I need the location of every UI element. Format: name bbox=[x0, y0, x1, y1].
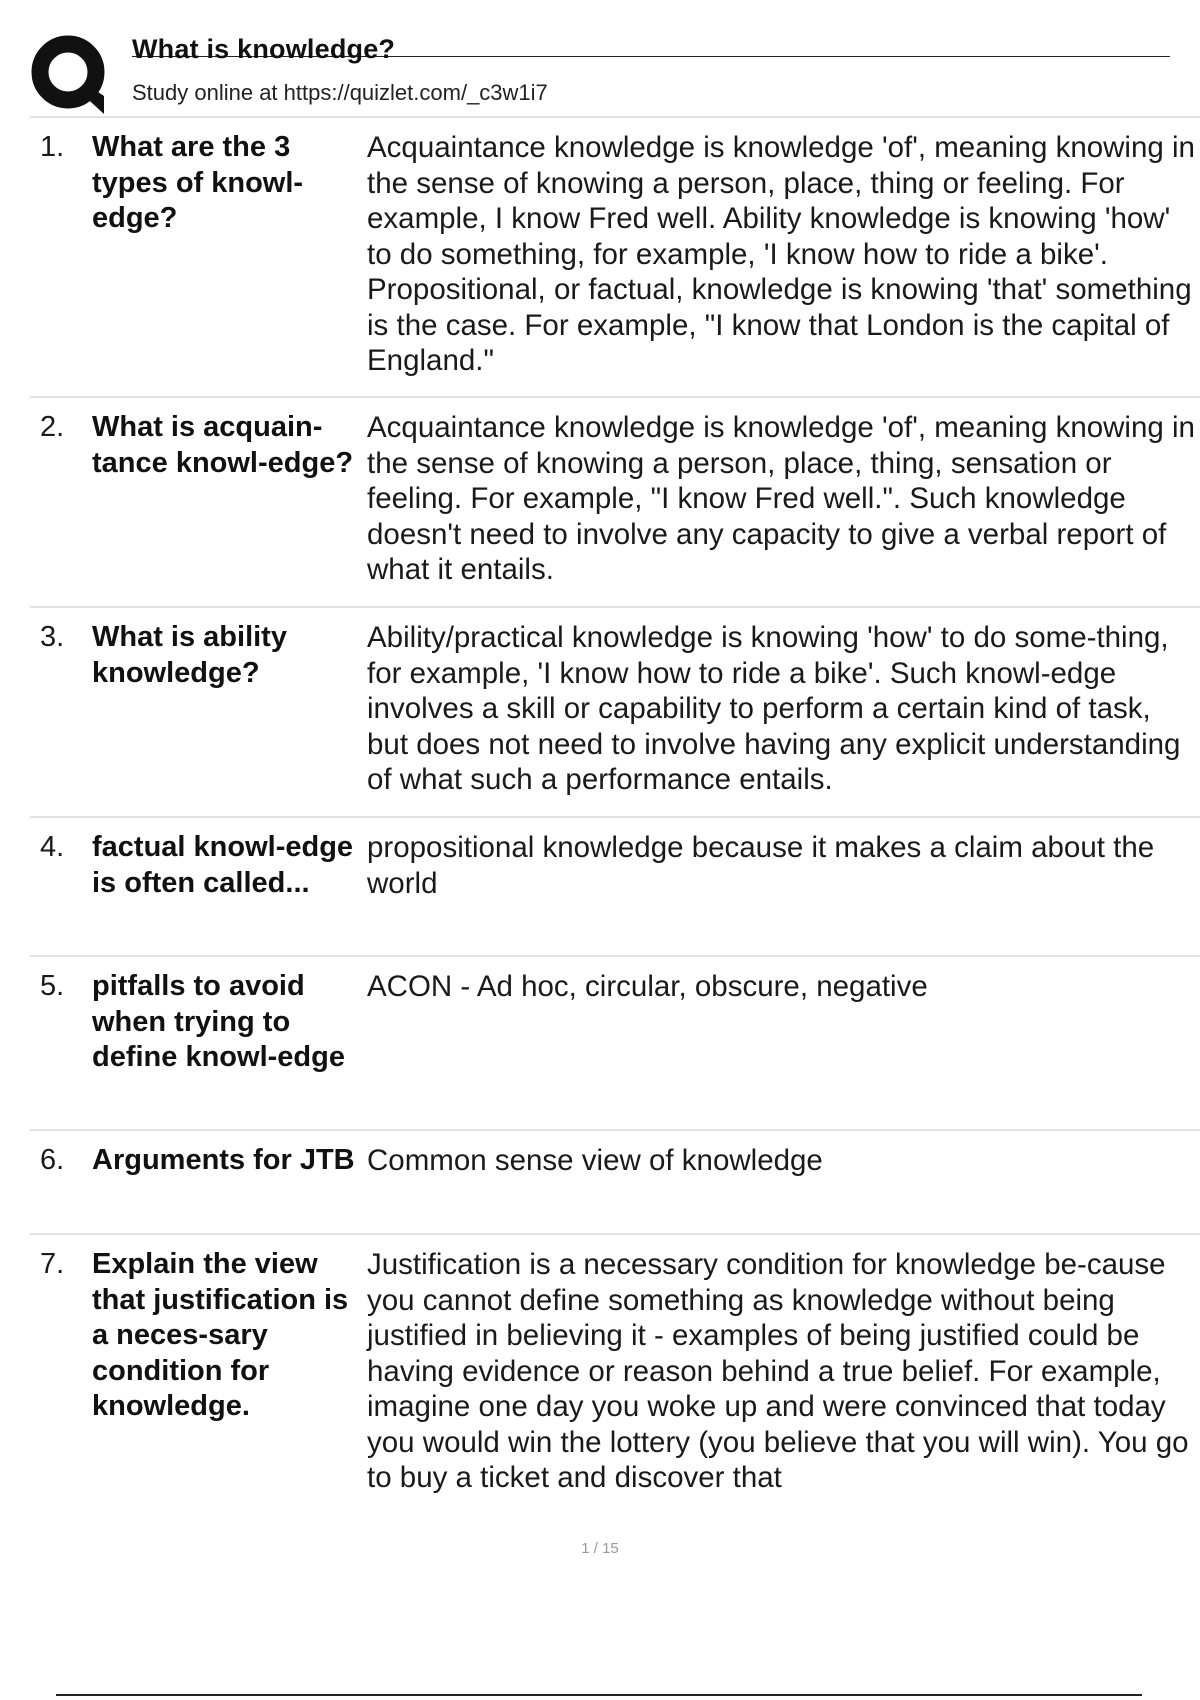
card-definition: ACON - Ad hoc, circular, obscure, negative bbox=[367, 970, 928, 1003]
card-term: Arguments for JTB bbox=[92, 1144, 355, 1176]
flashcard bbox=[30, 955, 1200, 1129]
card-number: 6. bbox=[40, 1144, 65, 1176]
flashcard bbox=[30, 396, 1200, 606]
page-title: What is knowledge? bbox=[132, 34, 396, 64]
card-definition: Acquaintance knowledge is knowledge 'of', meaning knowing in the sense of knowing a person, place, thing, sensation or feeling. For example, "I know Fred well.". Such knowledge doesn't need to involve any capacity to give a verbal report of what it entails. bbox=[367, 411, 1195, 586]
card-number: 4. bbox=[40, 831, 65, 863]
card-term: pitfalls to avoid when trying to define knowl-edge bbox=[92, 970, 345, 1073]
study-online-link[interactable]: Study online at https://quizlet.com/_c3w1i7 bbox=[132, 80, 548, 105]
card-term: factual knowl-edge is often called... bbox=[92, 831, 354, 899]
card-number: 7. bbox=[40, 1248, 65, 1280]
flashcard bbox=[30, 1233, 1200, 1533]
page-number: 1 / 15 bbox=[581, 1540, 619, 1557]
flashcard bbox=[30, 816, 1200, 955]
card-term: What are the 3 types of knowl-edge? bbox=[92, 131, 304, 234]
card-number: 5. bbox=[40, 970, 65, 1002]
flashcard bbox=[30, 1129, 1200, 1233]
flashcard-list bbox=[30, 116, 1200, 1533]
footer-rule bbox=[56, 1694, 1142, 1696]
card-definition: Ability/practical knowledge is knowing 'how' to do some-thing, for example, 'I know how to ride a bike'. Such knowl-edge involves a skill or capability to perform a certain kind of task, but does not need to involve having any explicit understanding of what such a performance entails. bbox=[367, 621, 1181, 796]
card-number: 3. bbox=[40, 621, 65, 653]
card-definition: propositional knowledge because it makes a claim about the world bbox=[367, 831, 1155, 900]
card-definition: Justification is a necessary condition for knowledge be-cause you cannot define something as knowledge without being justified in believing it - examples of being justified could be having evidence or reason behind a true belief. For example, imagine one day you woke up and were convinced that today you would win the lottery (you believe that you will win). You go to buy a ticket and discover that bbox=[367, 1248, 1189, 1494]
flashcard bbox=[30, 116, 1200, 396]
flashcard bbox=[30, 606, 1200, 816]
card-number: 1. bbox=[40, 131, 65, 163]
card-term: What is acquain-tance knowl-edge? bbox=[92, 411, 354, 479]
card-term: What is ability knowledge? bbox=[92, 621, 287, 689]
header bbox=[30, 30, 1200, 116]
quizlet-logo-icon bbox=[30, 34, 112, 116]
card-number: 2. bbox=[40, 411, 65, 443]
card-term: Explain the view that justification is a neces-sary condition for knowledge. bbox=[92, 1248, 349, 1422]
card-definition: Acquaintance knowledge is knowledge 'of', meaning knowing in the sense of knowing a person, place, thing or feeling. For example, I know Fred well. Ability knowledge is knowing 'how' to do something, for example, 'I know how to ride a bike'. Propositional, or factual, knowledge is knowing 'that' something is the case. For example, "I know that London is the capital of England." bbox=[367, 131, 1195, 377]
card-definition: Common sense view of knowledge bbox=[367, 1144, 823, 1177]
